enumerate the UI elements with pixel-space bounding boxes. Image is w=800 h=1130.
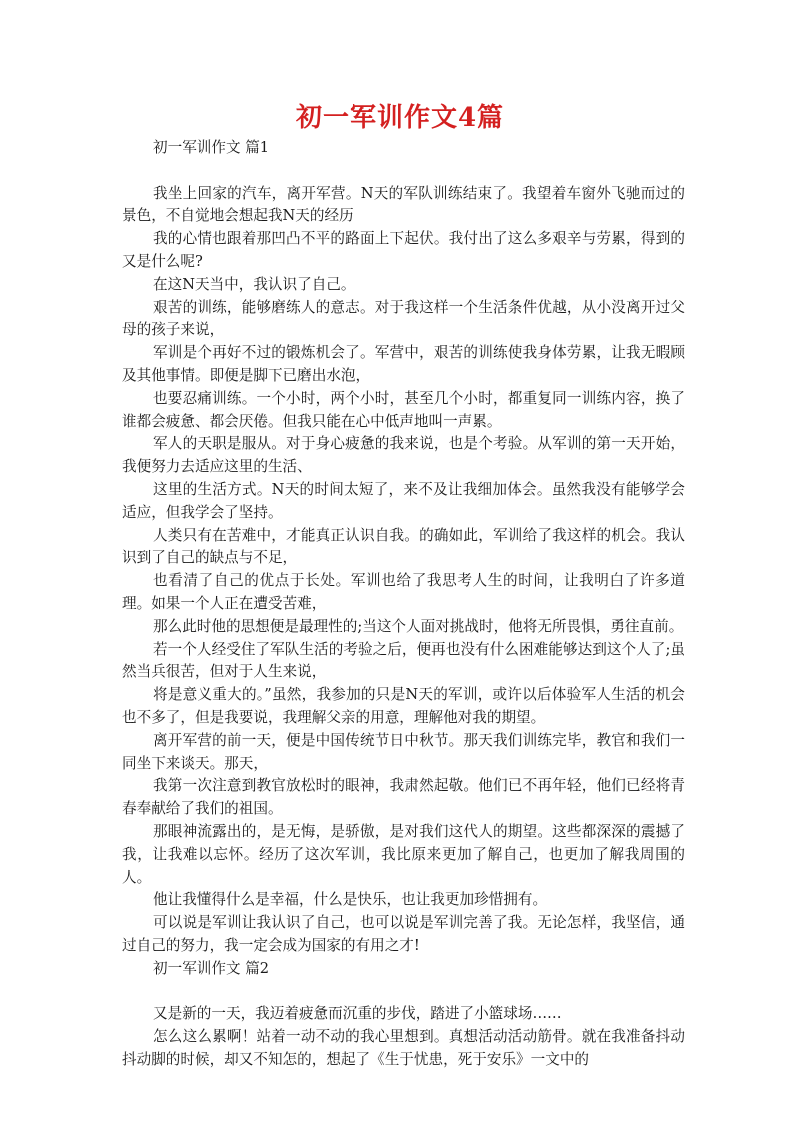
paragraph: 将是意义重大的。”虽然，我参加的只是N天的军训，或许以后体验军人生活的机会也不多了，但是我要说，我理解父亲的用意，理解他对我的期望。 (122, 686, 685, 726)
paragraph: 人类只有在苦难中，才能真正认识自我。的确如此，军训给了我这样的机会。我认识到了自己的缺点与不足， (122, 526, 685, 567)
paragraph: 若一个人经受住了军队生活的考验之后，便再也没有什么困难能够达到这个人了;虽然当兵很苦，但对于人生来说， (122, 640, 685, 681)
blank-line (122, 160, 685, 183)
document-title: 初一军训作文4篇 (295, 103, 505, 133)
paragraph: 又是新的一天，我迈着疲惫而沉重的步伐，踏进了小篮球场…… (153, 1005, 562, 1023)
paragraph: 离开军营的前一天，便是中国传统节日中秋节。那天我们训练完毕，教官和我们一同坐下来谈天。那天， (122, 731, 685, 772)
paragraph: 军训是个再好不过的锻炼机会了。军营中，艰苦的训练使我身体劳累，让我无暇顾及其他事情。即便是脚下已磨出水泡， (122, 344, 685, 384)
paragraph: 也看清了自己的优点于长处。军训也给了我思考人生的时间，让我明白了许多道理。如果一个人正在遭受苦难， (122, 572, 685, 612)
paragraph: 他让我懂得什么是幸福，什么是快乐，也让我更加珍惜拥有。 (153, 891, 548, 909)
paragraph: 那眼神流露出的，是无悔，是骄傲，是对我们这代人的期望。这些都深深的震撼了我，让我难以忘怀。经历了这次军训，我比原来更加了解自己，也更加了解我周围的人。 (122, 822, 685, 886)
section-heading: 初一军训作文 篇1 (153, 139, 270, 156)
paragraph: 也要忍痛训练。一个小时，两个小时，甚至几个小时，都重复同一训练内容，换了谁都会疲惫、都会厌倦。但我只能在心中低声地叫一声累。 (122, 389, 685, 430)
document-body (122, 137, 685, 1072)
paragraph: 我坐上回家的汽车，离开军营。N天的军队训练结束了。我望着车窗外飞驰而过的景色，不自觉地会想起我N天的经历 (122, 184, 685, 225)
paragraph: 在这N天当中，我认识了自己。 (153, 275, 356, 293)
blank-line (122, 980, 685, 1003)
paragraph: 我第一次注意到教官放松时的眼神，我肃然起敬。他们已不再年轻，他们已经将青春奉献给了我们的祖国。 (122, 777, 685, 818)
paragraph: 艰苦的训练，能够磨练人的意志。对于我这样一个生活条件优越，从小没离开过父母的孩子来说， (122, 298, 685, 339)
paragraph: 军人的天职是服从。对于身心疲惫的我来说，也是个考验。从军训的第一天开始，我便努力去适应这里的生活、 (122, 435, 685, 476)
paragraph: 可以说是军训让我认识了自己，也可以说是军训完善了我。无论怎样，我坚信，通过自己的努力，我一定会成为国家的有用之才! (122, 914, 685, 954)
paragraph: 这里的生活方式。N天的时间太短了，来不及让我细加体会。虽然我没有能够学会适应，但我学会了坚持。 (122, 480, 685, 521)
paragraph: 我的心情也跟着那凹凸不平的路面上下起伏。我付出了这么多艰辛与劳累，得到的又是什么呢? (122, 230, 685, 270)
section-heading: 初一军训作文 篇2 (153, 959, 270, 977)
paragraph: 那么此时他的思想便是最理性的;当这个人面对挑战时，他将无所畏惧，勇往直前。 (153, 617, 684, 635)
paragraph: 怎么这么累啊！站着一动不动的我心里想到。真想活动活动筋骨。就在我准备抖动抖动脚的时候，却又不知怎的，想起了《生于忧患，死于安乐》一文中的 (122, 1028, 685, 1068)
